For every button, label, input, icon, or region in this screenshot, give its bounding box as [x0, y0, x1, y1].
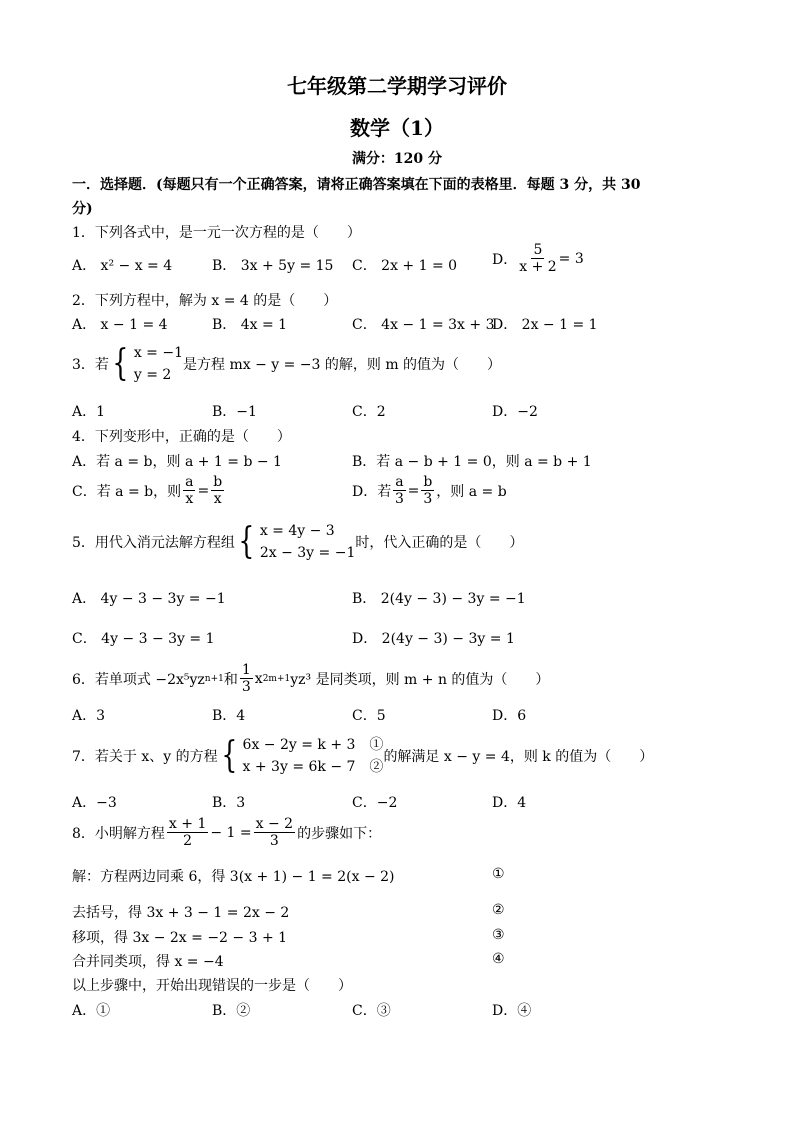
- q8-step4: 合并同类项，得 x = −4: [72, 954, 224, 970]
- q8-stem: [72, 816, 381, 849]
- q6-mid2: x: [254, 670, 263, 687]
- q1-stem: 1．下列各式中，是一元一次方程的是（ ）: [72, 225, 361, 241]
- q1-d-denominator: x + 2: [519, 259, 557, 276]
- q2-stem: 2．下列方程中，解为 x = 4 的是（ ）: [72, 293, 338, 309]
- q8-prefix: 8．小明解方程: [72, 825, 165, 842]
- q8-step3-mark: ③: [492, 927, 505, 943]
- q5-prefix: 5．用代入消元法解方程组: [72, 535, 235, 551]
- q3-prefix: 3．若: [72, 357, 109, 373]
- q6-mid3: yz³ 是同类项，则 m + n 的值为（ ）: [290, 671, 550, 688]
- q6-option-c: C．5: [352, 708, 386, 724]
- q7-prefix: 7．若关于 x、y 的方程: [72, 749, 218, 765]
- q5-system: [235, 520, 355, 564]
- q3-suffix: 是方程 mx − y = −3 的解，则 m 的值为（ ）: [183, 357, 502, 373]
- q6-mid: 和: [223, 671, 238, 688]
- q3-option-b: B．−1: [212, 404, 257, 420]
- q6-sup1: n+1: [204, 673, 224, 684]
- q1-option-b: B． 3x + 5y = 15: [212, 258, 334, 274]
- q5-option-c: C． 4y − 3 − 3y = 1: [72, 631, 215, 647]
- brace-icon: {: [238, 521, 255, 562]
- q8-option-b: B．②: [212, 1003, 251, 1019]
- q5-eq1: x = 4y − 3: [259, 523, 335, 539]
- q4-option-a: A．若 a = b，则 a + 1 = b − 1: [72, 454, 282, 470]
- q8-n1: x + 1: [168, 816, 207, 832]
- q6-stem: [72, 662, 549, 695]
- q4-stem: 4．下列变形中，正确的是（ ）: [72, 429, 291, 445]
- page-title: 七年级第二学期学习评价: [287, 74, 507, 98]
- q8-question: 以上步骤中，开始出现错误的一步是（ ）: [72, 978, 352, 994]
- section-heading: 一．选择题．(每题只有一个正确答案，请将正确答案填在下面的表格里．每题 3 分，共 30: [72, 177, 641, 193]
- q7-system: [218, 734, 384, 778]
- page-subtitle: 数学（1）: [350, 116, 444, 140]
- q1-option-a: A． x² − x = 4: [72, 258, 173, 274]
- q7-suffix: 的解满足 x − y = 4，则 k 的值为（ ）: [383, 749, 654, 765]
- q4-d-d1: 3: [394, 491, 404, 508]
- q5-stem: [72, 520, 523, 564]
- q8-option-d: D．④: [492, 1003, 532, 1019]
- q1-d-fraction: [519, 242, 556, 275]
- q3-option-c: C．2: [352, 404, 386, 420]
- q4-c-n1: a: [185, 474, 194, 490]
- q8-option-c: C．③: [352, 1003, 391, 1019]
- q2-option-a: A． x − 1 = 4: [72, 317, 168, 333]
- q7-eq2: x + 3y = 6k − 7 ②: [242, 759, 384, 775]
- q4-option-d: [352, 474, 507, 507]
- q3-eq2: y = 2: [133, 367, 172, 383]
- q6-option-b: B．4: [212, 708, 246, 724]
- q7-option-d: D．4: [492, 795, 527, 811]
- q4-d-n2: b: [423, 474, 433, 490]
- q1-d-tail: = 3: [558, 250, 584, 267]
- q8-step1: 解：方程两边同乘 6，得 3(x + 1) − 1 = 2(x − 2): [72, 869, 395, 885]
- q1-option-c: C． 2x + 1 = 0: [352, 258, 458, 274]
- q2-option-b: B． 4x = 1: [212, 317, 288, 333]
- q7-option-b: B．3: [212, 795, 246, 811]
- q4-d-post: ，则 a = b: [436, 483, 507, 500]
- q2-option-c: C． 4x − 1 = 3x + 3: [352, 317, 495, 333]
- q1-option-d: [492, 242, 584, 275]
- q4-option-c: [72, 474, 226, 507]
- q8-d1: 2: [183, 833, 193, 850]
- q1-d-numerator: 5: [533, 242, 543, 258]
- q8-mid: − 1 =: [210, 824, 252, 841]
- q4-c-eq: =: [197, 482, 210, 499]
- q8-step2-mark: ②: [492, 902, 505, 918]
- q7-option-c: C．−2: [352, 795, 398, 811]
- q4-d-n1: a: [395, 474, 404, 490]
- q3-system: [109, 342, 183, 386]
- brace-icon: {: [221, 735, 238, 776]
- q5-eq2: 2x − 3y = −1: [259, 545, 356, 561]
- q7-eq1: 6x − 2y = k + 3 ①: [242, 737, 384, 753]
- q6-option-a: A．3: [72, 708, 106, 724]
- q6-frac-d: 3: [241, 679, 251, 696]
- q4-d-eq: =: [407, 482, 420, 499]
- q8-step1-mark: ①: [492, 866, 505, 882]
- q5-option-d: D． 2(4y − 3) − 3y = 1: [352, 631, 515, 647]
- q6-prefix: 6．若单项式 −2x⁵yz: [72, 671, 205, 688]
- q4-c-prefix: C．若 a = b，则: [72, 483, 182, 500]
- q1-d-label: D．: [492, 251, 518, 268]
- q8-d2: 3: [269, 833, 279, 850]
- q3-option-a: A．1: [72, 404, 106, 420]
- q5-option-a: A． 4y − 3 − 3y = −1: [72, 591, 226, 607]
- q4-c-d2: x: [213, 491, 222, 508]
- q8-step3: 移项，得 3x − 2x = −2 − 3 + 1: [72, 930, 288, 946]
- q6-option-d: D．6: [492, 708, 527, 724]
- q8-suffix: 的步骤如下：: [297, 825, 382, 842]
- q6-sup2: 2m+1: [262, 673, 291, 684]
- section-heading-cont: 分): [72, 201, 93, 217]
- brace-icon: {: [112, 343, 129, 384]
- score-line: 满分：120 分: [351, 151, 443, 167]
- q6-frac-n: 1: [241, 662, 251, 678]
- q4-d-d2: 3: [423, 491, 433, 508]
- q4-c-d1: x: [185, 491, 194, 508]
- q3-eq1: x = −1: [133, 345, 183, 361]
- q4-c-n2: b: [213, 474, 223, 490]
- q4-option-b: B．若 a − b + 1 = 0，则 a = b + 1: [352, 454, 592, 470]
- q2-option-d: D． 2x − 1 = 1: [492, 317, 598, 333]
- q8-option-a: A．①: [72, 1003, 111, 1019]
- q3-option-d: D．−2: [492, 404, 538, 420]
- q8-n2: x − 2: [255, 816, 294, 832]
- q5-suffix: 时，代入正确的是（ ）: [355, 535, 524, 551]
- q3-stem: [72, 342, 501, 386]
- q8-step4-mark: ④: [492, 951, 505, 967]
- q8-step2: 去括号，得 3x + 3 − 1 = 2x − 2: [72, 905, 290, 921]
- q7-stem: [72, 734, 653, 778]
- q5-option-b: B． 2(4y − 3) − 3y = −1: [352, 591, 526, 607]
- q4-d-prefix: D．若: [352, 483, 392, 500]
- q7-option-a: A．−3: [72, 795, 117, 811]
